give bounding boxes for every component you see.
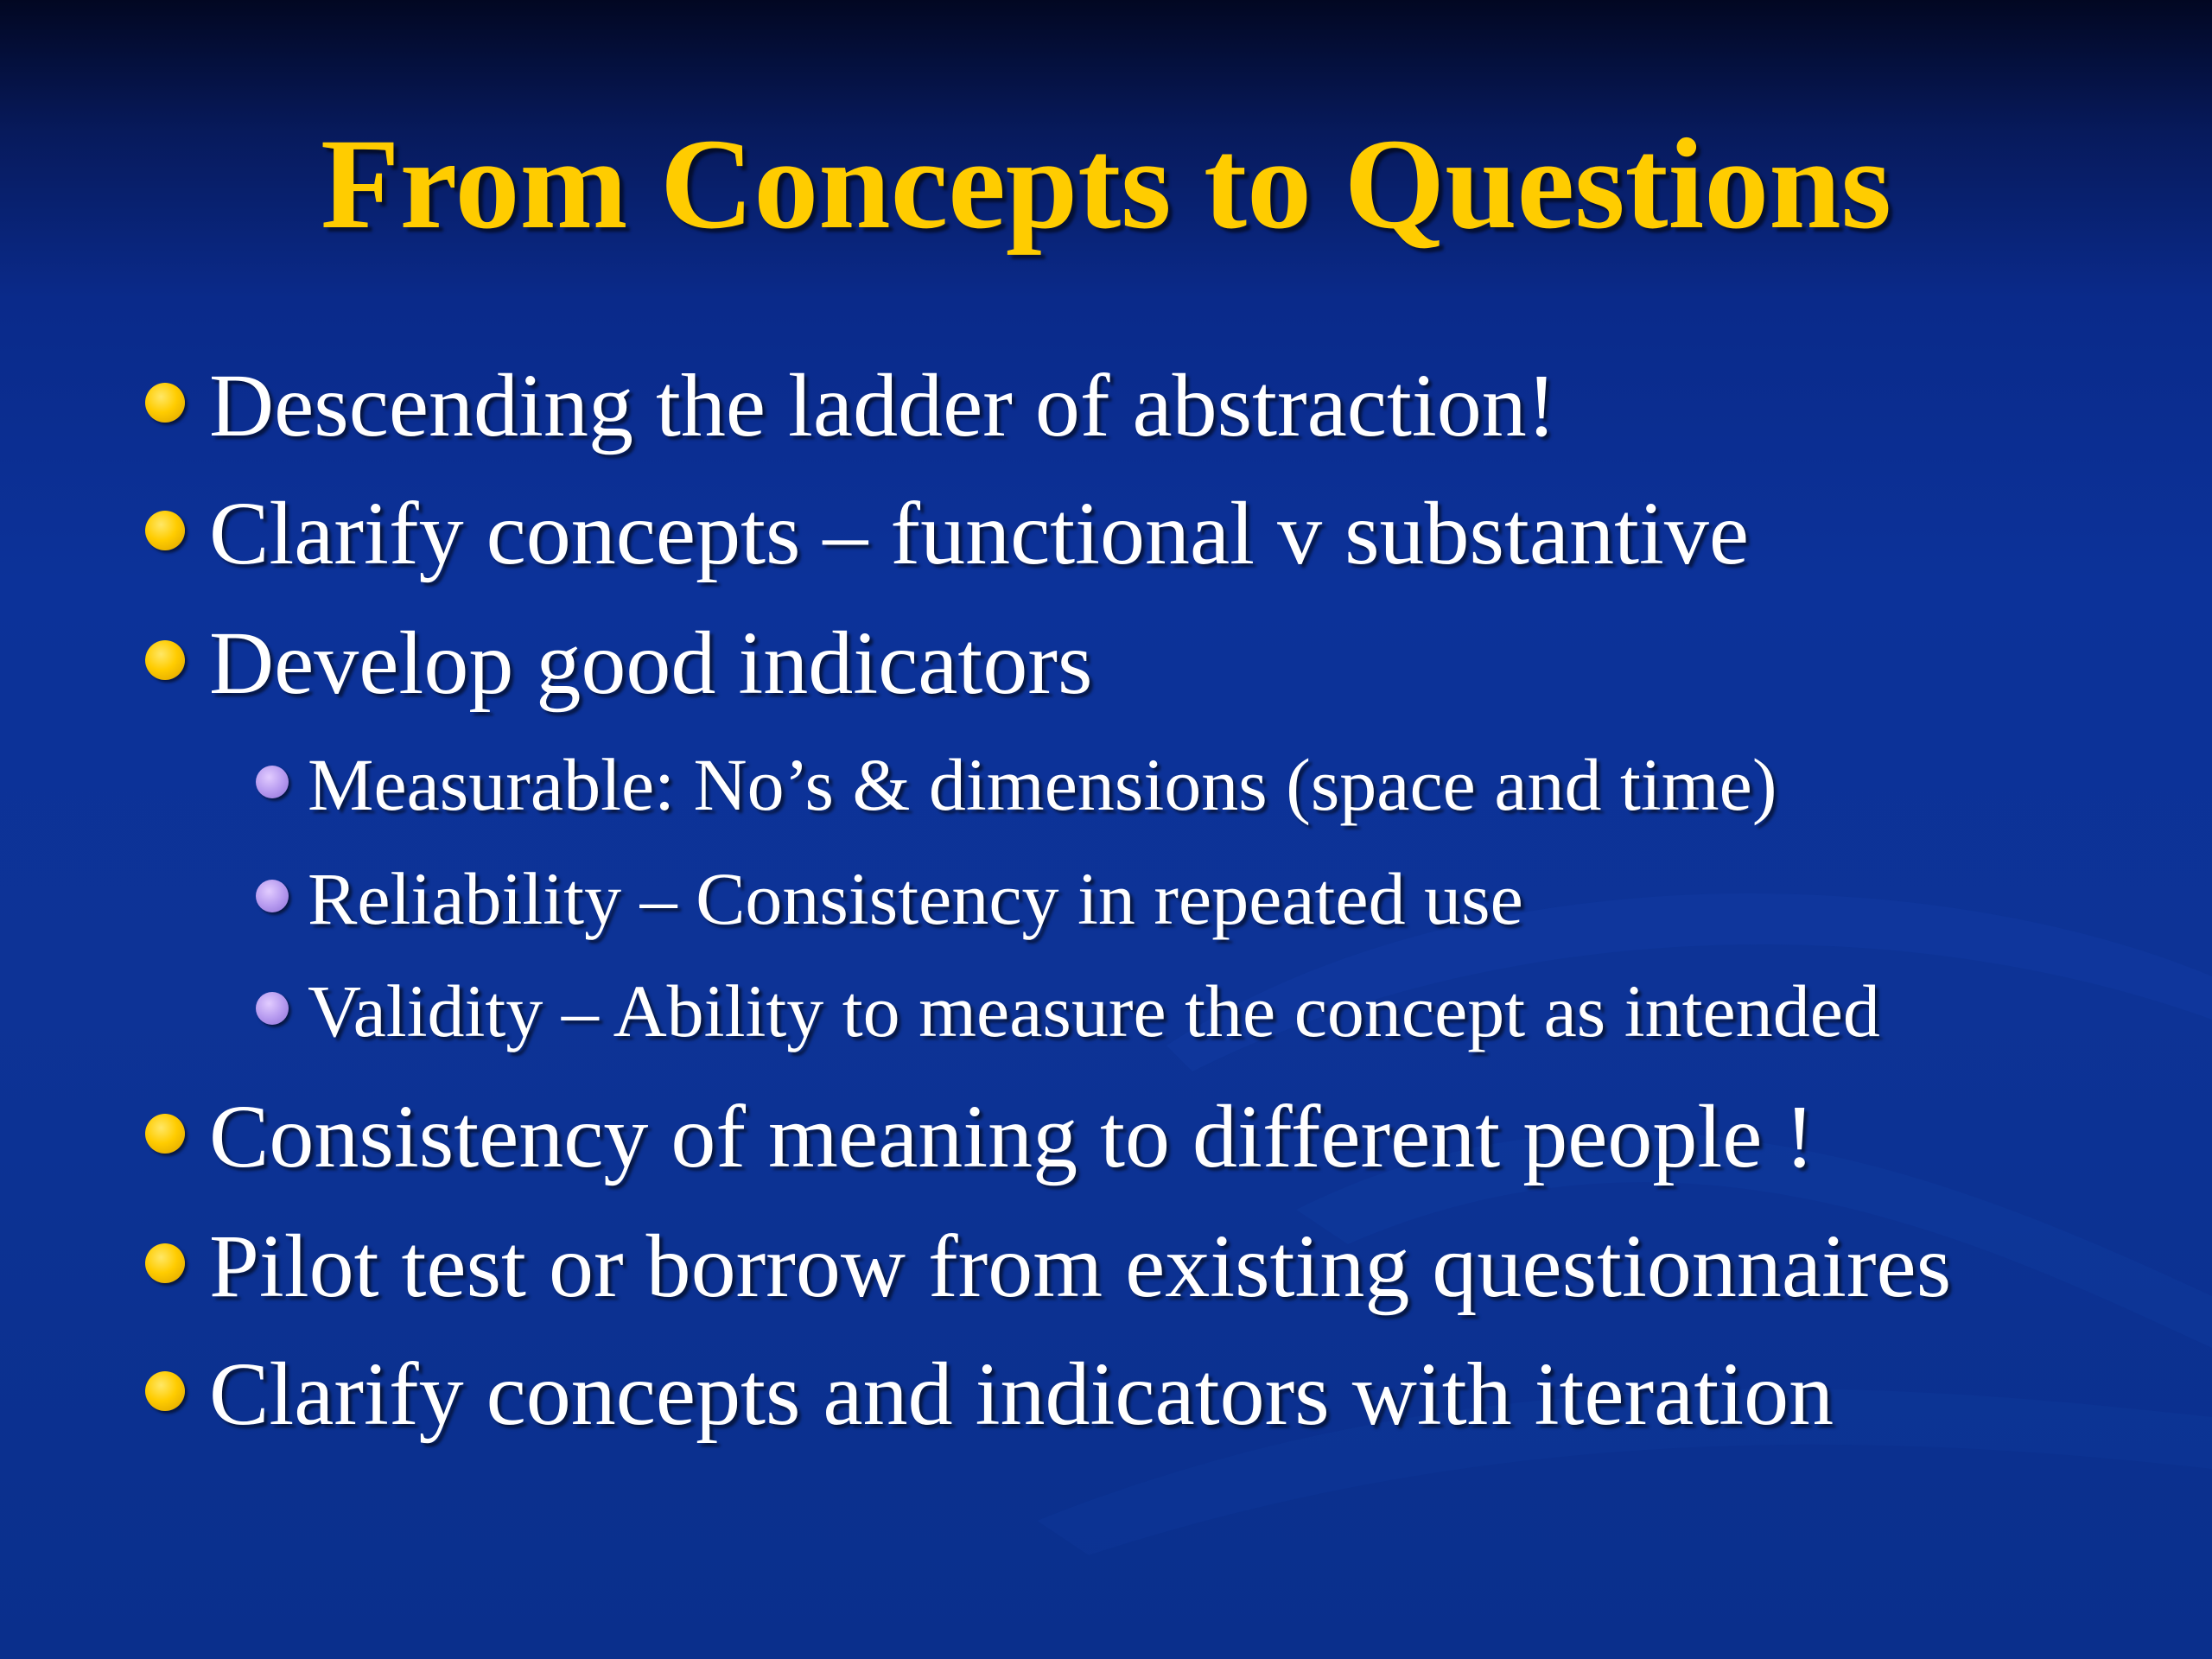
yellow-bullet-icon (145, 1243, 185, 1283)
sub-bullet-text: Measurable: No’s & dimensions (space and time) (308, 743, 1777, 826)
purple-bullet-icon (256, 880, 289, 912)
yellow-bullet-icon (145, 383, 185, 423)
sub-bullet-item (256, 855, 1523, 942)
yellow-bullet-icon (145, 1371, 185, 1411)
purple-bullet-icon (256, 766, 289, 798)
yellow-bullet-icon (145, 511, 185, 550)
yellow-bullet-icon (145, 640, 185, 680)
sub-bullet-item (256, 741, 1777, 828)
bullet-text: Develop good indicators (209, 613, 1093, 713)
bullet-text: Clarify concepts and indicators with iteration (209, 1344, 1834, 1444)
purple-bullet-icon (256, 992, 289, 1025)
sub-bullet-item (256, 968, 1880, 1054)
bullet-item (145, 1085, 1815, 1189)
bullet-item (145, 1343, 1834, 1446)
slide-title: From Concepts to Questions (320, 112, 1892, 256)
sub-bullet-text: Validity – Ability to measure the concept as intended (308, 969, 1880, 1052)
bullet-text: Descending the ladder of abstraction! (209, 356, 1557, 455)
sub-bullet-text: Reliability – Consistency in repeated use (308, 857, 1523, 940)
bullet-text: Clarify concepts – functional v substantive (209, 484, 1750, 583)
bullet-text: Pilot test or borrow from existing questionnaires (209, 1217, 1952, 1316)
bullet-item (145, 1215, 1951, 1319)
bullet-item (145, 354, 1556, 458)
bullet-item (145, 482, 1749, 586)
yellow-bullet-icon (145, 1114, 185, 1154)
bullet-text: Consistency of meaning to different people ! (209, 1087, 1815, 1186)
bullet-item (145, 612, 1092, 715)
